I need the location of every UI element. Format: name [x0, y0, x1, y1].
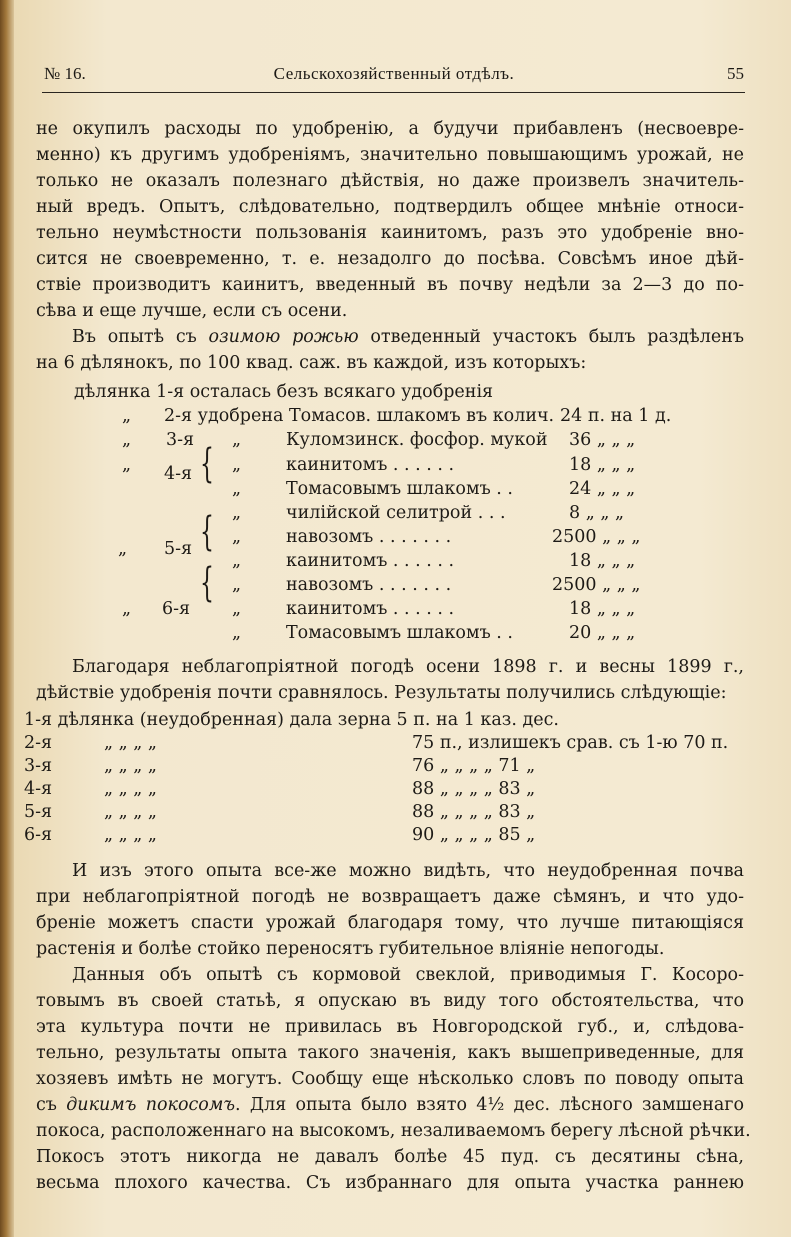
text-line: растенія и болѣе стойко переносятъ губительное вліяніе непогоды.	[36, 939, 665, 959]
text-line: на 6 дѣлянокъ, по 100 квад. саж. въ каждой, изъ которыхъ:	[36, 353, 587, 373]
plot-number: 5-я	[164, 539, 193, 559]
plot-amount: 24 „ „ „	[569, 479, 636, 499]
ditto-mark: „	[122, 430, 132, 450]
ditto-mark: „	[232, 623, 242, 643]
plot-amount: 24 п. на 1 д.	[560, 406, 672, 426]
text-line: сѣва и еще лучше, если съ осени.	[36, 301, 348, 321]
plot-number: 6-я	[162, 599, 191, 619]
text-line: хозяевъ имѣть не могутъ. Сообщу еще нѣсколько словъ по поводу опыта	[36, 1069, 744, 1089]
ditto-mark: „	[232, 527, 242, 547]
fertilizer: навозомъ . . . . . . .	[286, 527, 452, 547]
text-line: не окупилъ расходы по удобренію, а будучи прибавленъ (несвоевре-	[36, 119, 744, 139]
result-plot: 5-я	[24, 802, 53, 822]
plot-amount: 2500 „ „ „	[552, 575, 641, 595]
section-title: Сельскохозяйственный отдѣлъ.	[273, 64, 515, 83]
plot-amount: 18 „ „ „	[569, 599, 636, 619]
header-rule	[42, 92, 745, 93]
fertilizer: чилійской селитрой . . .	[286, 503, 506, 523]
plot-amount: 36 „ „ „	[569, 430, 636, 450]
page-number: 55	[727, 64, 744, 83]
book-page	[14, 0, 791, 1237]
plot-amount: 2500 „ „ „	[552, 527, 641, 547]
italic-term: озимою рожью	[208, 327, 359, 347]
text-line: И изъ этого опыта все-же можно видѣть, что неудобренная почва	[72, 861, 744, 881]
text-line: только не оказалъ полезнаго дѣйствія, но даже произвелъ значитель-	[36, 171, 744, 191]
result-value: 88 „ „ „ „ 83 „	[412, 802, 536, 822]
fertilizer: каинитомъ . . . . . .	[286, 455, 455, 475]
plot-number: 3-я	[166, 430, 195, 450]
ditto-marks: „ „ „ „	[104, 825, 157, 845]
ditto-mark: „	[232, 599, 242, 619]
brace-6: {	[200, 560, 214, 606]
ditto-mark: „	[122, 599, 132, 619]
text-line: покоса, расположеннаго на высокомъ, незаливаемомъ берегу лѣсной рѣчки.	[36, 1121, 751, 1141]
result-value: 75 п., излишекъ срав. съ 1-ю 70 п.	[412, 733, 729, 753]
text-line: дѣйствіе удобренія почти сравнялось. Результаты получились слѣдующіе:	[36, 683, 727, 703]
text-line: тельно, результаты опыта такого значенія, какъ вышеприведенные, для	[36, 1043, 744, 1063]
plot-row: дѣлянка 1-я осталась безъ всякаго удобренія	[74, 382, 494, 402]
italic-term: дикимъ покосомъ	[66, 1095, 236, 1115]
plot-amount: 18 „ „ „	[569, 551, 636, 571]
text-line: Въ опытѣ съ озимою рожью отведенный участокъ былъ раздѣленъ	[72, 327, 744, 347]
text-line: бреніе можетъ спасти урожай благодаря тому, что лучше питающіяся	[36, 913, 744, 933]
text-line: ствіе производитъ каинитъ, введенный въ почву недѣли за 2—3 до по-	[36, 275, 744, 295]
text-line: сится не своевременно, т. е. незадолго до посѣва. Совсѣмъ иное дѣй-	[36, 249, 744, 269]
text-line: съ дикимъ покосомъ. Для опыта было взято 4½ дес. лѣсного замшенаго	[36, 1095, 745, 1115]
result-value: 76 „ „ „ „ 71 „	[412, 756, 536, 776]
fertilizer: каинитомъ . . . . . .	[286, 599, 455, 619]
text-line: Покосъ этотъ никогда не давалъ болѣе 45 пуд. съ десятины сѣна,	[36, 1147, 744, 1167]
fertilizer: Томасовымъ шлакомъ . .	[286, 479, 513, 499]
result-plot: 6-я	[24, 825, 53, 845]
brace-5: {	[200, 509, 214, 555]
text-line: тельно неумѣстности пользованія каинитомъ, разъ это удобреніе вно-	[36, 223, 744, 243]
fertilizer: навозомъ . . . . . . .	[286, 575, 452, 595]
text-line: Данныя объ опытѣ съ кормовой свеклой, приводимыя Г. Косоро-	[72, 965, 744, 985]
text-line: ный вредъ. Опытъ, слѣдовательно, подтвердилъ общее мнѣніе относи-	[36, 197, 744, 217]
result-value: 90 „ „ „ „ 85 „	[412, 825, 536, 845]
fertilizer: Томасовымъ шлакомъ . .	[286, 623, 513, 643]
text-line: эта культура почти не привилась въ Новгородской губ., и, слѣдова-	[36, 1017, 744, 1037]
plot-amount: 20 „ „ „	[569, 623, 636, 643]
plot-number: 4-я	[164, 464, 193, 484]
fertilizer: Куломзинск. фосфор. мукой	[286, 430, 548, 450]
ditto-mark: „	[232, 430, 242, 450]
ditto-mark: „	[232, 551, 242, 571]
ditto-mark: „	[232, 575, 242, 595]
text-line: менно) къ другимъ удобреніямъ, значительно повышающимъ урожай, не	[36, 145, 744, 165]
ditto-mark: „	[118, 539, 128, 559]
ditto-marks: „ „ „ „	[104, 802, 157, 822]
plot-amount: 18 „ „ „	[569, 455, 636, 475]
ditto-mark: „	[232, 455, 242, 475]
issue-number: № 16.	[44, 64, 86, 83]
book-spine	[0, 0, 14, 1237]
plot-row: 2-я удобрена Томасов. шлакомъ въ колич.	[164, 406, 555, 426]
result-plot: 3-я	[24, 756, 53, 776]
plot-amount: 8 „ „ „	[569, 503, 625, 523]
ditto-mark: „	[232, 479, 242, 499]
text-line: Благодаря неблагопріятной погодѣ осени 1898 г. и весны 1899 г.,	[72, 657, 744, 677]
ditto-mark: „	[122, 406, 132, 426]
ditto-marks: „ „ „ „	[104, 779, 157, 799]
result-plot: 2-я	[24, 733, 53, 753]
ditto-mark: „	[122, 455, 132, 475]
text-line: при неблагопріятной погодѣ не возвращаетъ даже сѣмянъ, и что удо-	[36, 887, 744, 907]
text-line: товымъ въ своей статьѣ, я опускаю въ виду того обстоятельства, что	[36, 991, 744, 1011]
running-header	[44, 64, 744, 92]
text-line: весьма плохого качества. Съ избраннаго для опыта участка раннею	[36, 1173, 744, 1193]
brace-4: {	[200, 441, 214, 487]
fertilizer: каинитомъ . . . . . .	[286, 551, 455, 571]
results-head: 1-я дѣлянка (неудобренная) дала зерна 5 п. на 1 каз. дес.	[24, 710, 559, 730]
ditto-mark: „	[232, 503, 242, 523]
result-value: 88 „ „ „ „ 83 „	[412, 779, 536, 799]
ditto-marks: „ „ „ „	[104, 756, 157, 776]
result-plot: 4-я	[24, 779, 53, 799]
ditto-marks: „ „ „ „	[104, 733, 157, 753]
